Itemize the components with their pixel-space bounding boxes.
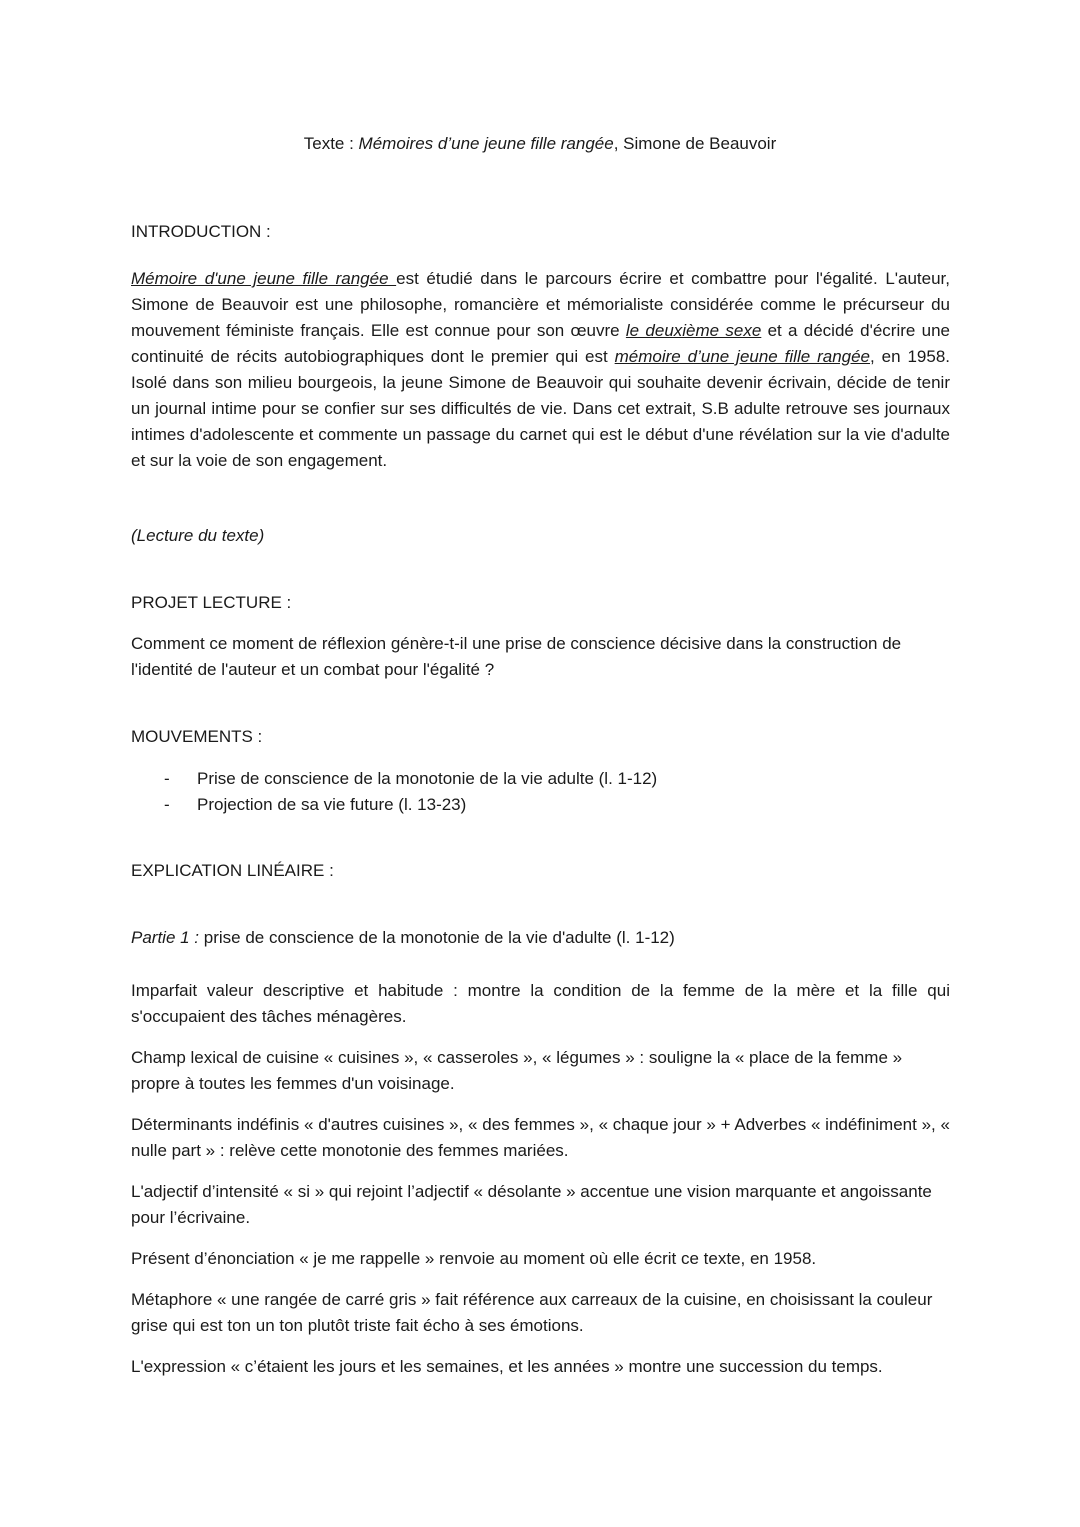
- list-item: [131, 766, 950, 792]
- mouvements-heading: MOUVEMENTS :: [131, 727, 263, 746]
- explication-paragraph: L'expression « c’étaient les jours et les semaines, et les années » montre une succession du temps.: [131, 1357, 883, 1376]
- introduction-paragraph: [131, 266, 950, 474]
- list-item-text: Prise de conscience de la monotonie de la vie adulte (l. 1-12): [197, 769, 658, 788]
- introduction-text-2: et a décidé d'écrire une continuité de récits autobiographiques dont le premier qui est: [131, 321, 950, 366]
- title-work: Mémoires d’une jeune fille rangée: [358, 134, 614, 153]
- reading-note: (Lecture du texte): [131, 526, 265, 545]
- list-item: [131, 792, 950, 818]
- document-title: [0, 132, 1080, 156]
- explication-paragraph: L'adjectif d’intensité « si » qui rejoint l’adjectif « désolante » accentue une vision marquante et angoissante pour l’écrivaine.: [131, 1182, 932, 1227]
- list-item-text: Projection de sa vie future (l. 13-23): [197, 795, 467, 814]
- explication-paragraph: Déterminants indéfinis « d'autres cuisines », « des femmes », « chaque jour » + Adverbes « indéfiniment », « nulle part » : relève cette monotonie des femmes mariées.: [131, 1115, 950, 1160]
- introduction-text-1: est étudié dans le parcours écrire et combattre pour l'égalité. L'auteur, Simone de Beauvoir est une philosophe, romancière et mémorialiste considérée comme le précurseur du mouvement féministe français. Elle est connue pour son œuvre: [131, 269, 951, 340]
- partie-label: Partie 1 :: [131, 928, 200, 947]
- title-prefix: Texte :: [303, 134, 359, 153]
- work-title-memoires: Mémoire d'une jeune fille rangée: [131, 269, 397, 288]
- explication-heading: EXPLICATION LINÉAIRE :: [131, 861, 334, 880]
- work-title-deuxieme-sexe: le deuxième sexe: [625, 321, 762, 340]
- explication-paragraph: Présent d’énonciation « je me rappelle » renvoie au moment où elle écrit ce texte, en 1958.: [131, 1249, 817, 1268]
- explication-paragraph: Métaphore « une rangée de carré gris » fait référence aux carreaux de la cuisine, en choisissant la couleur grise qui est ton un ton plutôt triste fait écho à ses émotions.: [131, 1290, 933, 1335]
- explication-paragraph: Champ lexical de cuisine « cuisines », « casseroles », « légumes » : souligne la « place de la femme » propre à toutes les femmes d'un voisinage.: [131, 1048, 903, 1093]
- partie-text: prise de conscience de la monotonie de la vie d'adulte (l. 1-12): [199, 928, 675, 947]
- projet-lecture-question: Comment ce moment de réflexion génère-t-il une prise de conscience décisive dans la construction de l'identité de l'auteur et un combat pour l'égalité ?: [131, 634, 902, 679]
- list-dash: -: [164, 795, 170, 814]
- introduction-text-3: , en 1958. Isolé dans son milieu bourgeois, la jeune Simone de Beauvoir qui souhaite devenir écrivain, décide de tenir un journal intime pour se confier sur ses difficultés de vie. Dans cet extrait, S.B adulte retrouve ses journaux intimes d'adolescente et commente un passage du carnet qui est le début d'une révélation sur la vie d'adulte et sur la voie de son engagement.: [131, 347, 950, 470]
- list-dash: -: [164, 769, 170, 788]
- work-title-memoire-jeune-fille: mémoire d’une jeune fille rangée: [614, 347, 871, 366]
- projet-lecture-heading: PROJET LECTURE :: [131, 593, 292, 612]
- introduction-heading: INTRODUCTION :: [131, 222, 271, 241]
- explication-paragraph: Imparfait valeur descriptive et habitude : montre la condition de la femme de la mère et la fille qui s'occupaient des tâches ménagères.: [131, 981, 950, 1026]
- mouvements-list: [131, 766, 950, 818]
- partie-1-heading: [131, 925, 950, 951]
- title-suffix: , Simone de Beauvoir: [613, 134, 777, 153]
